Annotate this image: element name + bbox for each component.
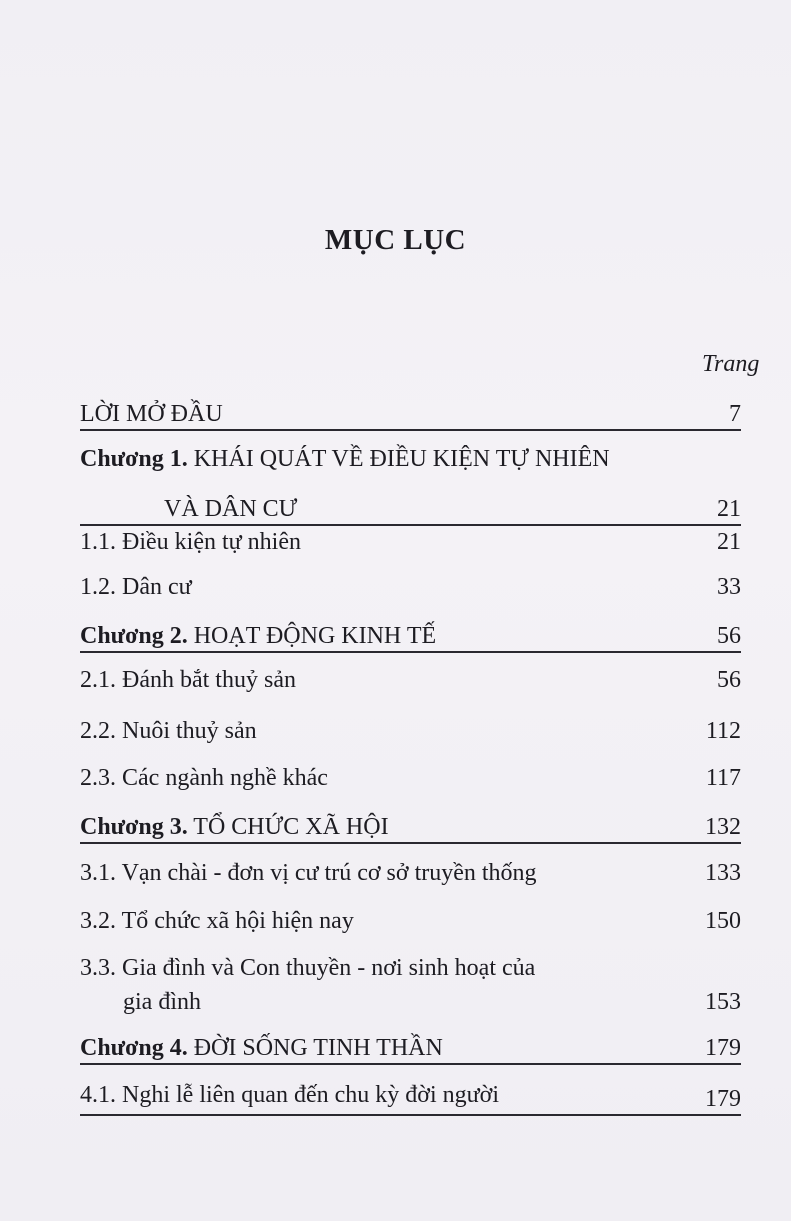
toc-chapter-prefix: Chương 4. [80, 1035, 188, 1061]
toc-entry-label: 3.2. Tổ chức xã hội hiện nay [80, 908, 354, 934]
toc-entry-label: HOẠT ĐỘNG KINH TẾ [193, 623, 437, 649]
toc-entry-page: 133 [705, 860, 741, 886]
toc-entry-page: 56 [717, 623, 741, 649]
toc-entry-2-1[interactable] [80, 665, 741, 695]
toc-entry-1-1[interactable] [80, 527, 741, 557]
toc-entry-2-3[interactable] [80, 763, 741, 793]
toc-chapter-prefix: Chương 1. [80, 446, 188, 472]
toc-entry-page: 56 [717, 667, 741, 693]
toc-entry-3-2[interactable] [80, 906, 741, 936]
toc-entry-page: 33 [717, 574, 741, 600]
toc-entry-page: 21 [717, 496, 741, 522]
toc-entry-label: 1.2. Dân cư [80, 574, 192, 600]
toc-entry-2-2[interactable] [80, 716, 741, 746]
toc-entry-page: 117 [705, 765, 741, 791]
toc-entry-page: 179 [705, 1035, 741, 1061]
toc-entry-label: 3.3. Gia đình và Con thuyền - nơi sinh hoạt của [80, 955, 536, 981]
toc-entry-1-2[interactable] [80, 572, 741, 602]
toc-entry-label: 3.1. Vạn chài - đơn vị cư trú cơ sở truyền thống [80, 860, 537, 886]
toc-entry-label: KHÁI QUÁT VỀ ĐIỀU KIỆN TỰ NHIÊN [193, 446, 610, 472]
toc-entry-label: TỔ CHỨC XÃ HỘI [193, 814, 389, 840]
toc-entry-page: 150 [705, 908, 741, 934]
toc-entry-label: 2.1. Đánh bắt thuỷ sản [80, 667, 296, 693]
page-title: MỤC LỤC [324, 224, 467, 256]
toc-entry-4-1[interactable] [80, 1080, 741, 1116]
toc-entry-label: 1.1. Điều kiện tự nhiên [80, 529, 301, 555]
toc-entry-loi-mo-dau[interactable] [80, 399, 741, 431]
toc-entry-3-3[interactable] [80, 953, 741, 1017]
toc-entry-page: 179 [705, 1086, 741, 1112]
toc-chapter-prefix: Chương 2. [80, 623, 188, 649]
toc-entry-page: 21 [717, 529, 741, 555]
toc-entry-label: 2.3. Các ngành nghề khác [80, 765, 328, 791]
toc-entry-3-1[interactable] [80, 858, 741, 888]
toc-chapter-4[interactable] [80, 1033, 741, 1065]
toc-entry-label: LỜI MỞ ĐẦU [80, 401, 223, 427]
toc-chapter-prefix: Chương 3. [80, 814, 188, 840]
toc-entry-page: 7 [729, 401, 741, 427]
toc-entry-page: 112 [705, 718, 741, 744]
toc-chapter-1[interactable] [80, 444, 741, 526]
toc-chapter-3[interactable] [80, 812, 741, 844]
toc-entry-label: ĐỜI SỐNG TINH THẦN [193, 1035, 443, 1061]
toc-entry-label-continued: VÀ DÂN CƯ [164, 496, 298, 522]
toc-entry-label: 2.2. Nuôi thuỷ sản [80, 718, 257, 744]
toc-chapter-2[interactable] [80, 621, 741, 653]
page-column-header: Trang [702, 351, 760, 377]
toc-entry-page: 132 [705, 814, 741, 840]
toc-entry-label: 4.1. Nghi lễ liên quan đến chu kỳ đời người [80, 1082, 499, 1108]
toc-entry-page: 153 [705, 989, 741, 1015]
toc-entry-label-continued: gia đình [123, 989, 201, 1015]
